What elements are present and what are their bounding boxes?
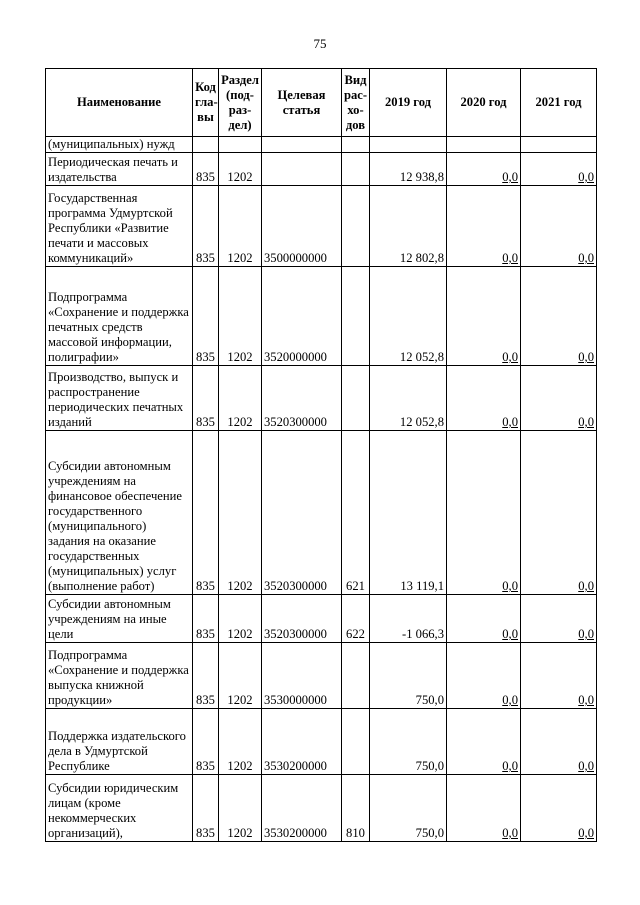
row-section xyxy=(219,137,262,153)
table-row xyxy=(46,267,597,366)
row-2021 xyxy=(521,137,597,153)
row-target: 3530200000 xyxy=(262,709,342,775)
col-header-section: Раздел (под-раз-дел) xyxy=(219,69,262,137)
row-target: 3520000000 xyxy=(262,267,342,366)
row-target xyxy=(262,137,342,153)
row-kind xyxy=(342,137,370,153)
col-header-name: Наименование xyxy=(46,69,193,137)
row-name: Подпрограмма «Сохранение и поддержка печатных средств массовой информации, полиграфии» xyxy=(46,267,193,366)
row-2019: -1 066,3 xyxy=(370,595,447,643)
row-name: Поддержка издательского дела в Удмуртской Республике xyxy=(46,709,193,775)
row-section: 1202 xyxy=(219,153,262,186)
row-kind xyxy=(342,709,370,775)
row-code: 835 xyxy=(193,186,219,267)
table-header-row xyxy=(46,69,597,137)
row-target: 3520300000 xyxy=(262,431,342,595)
row-name: (муниципальных) нужд xyxy=(46,137,193,153)
col-header-kind: Вид рас-хо-дов xyxy=(342,69,370,137)
row-2019: 12 052,8 xyxy=(370,366,447,431)
row-target: 3530000000 xyxy=(262,643,342,709)
col-header-2019: 2019 год xyxy=(370,69,447,137)
table-row xyxy=(46,775,597,842)
table-row xyxy=(46,643,597,709)
row-target: 3530200000 xyxy=(262,775,342,842)
row-2020: 0,0 xyxy=(447,186,521,267)
row-2021: 0,0 xyxy=(521,153,597,186)
row-2021: 0,0 xyxy=(521,595,597,643)
row-name: Подпрограмма «Сохранение и поддержка выпуска книжной продукции» xyxy=(46,643,193,709)
row-2019: 12 802,8 xyxy=(370,186,447,267)
row-name: Государственная программа Удмуртской Республики «Развитие печати и массовых коммуникаций» xyxy=(46,186,193,267)
row-2019: 12 052,8 xyxy=(370,267,447,366)
row-section: 1202 xyxy=(219,709,262,775)
row-2020: 0,0 xyxy=(447,366,521,431)
row-2019 xyxy=(370,137,447,153)
page-number: 75 xyxy=(313,36,327,51)
row-name: Субсидии автономным учреждениям на иные цели xyxy=(46,595,193,643)
row-target: 3520300000 xyxy=(262,366,342,431)
table-row xyxy=(46,431,597,595)
row-target: 3500000000 xyxy=(262,186,342,267)
col-header-target: Целевая статья xyxy=(262,69,342,137)
row-kind: 622 xyxy=(342,595,370,643)
row-2020: 0,0 xyxy=(447,775,521,842)
row-code: 835 xyxy=(193,709,219,775)
row-section: 1202 xyxy=(219,366,262,431)
row-kind: 810 xyxy=(342,775,370,842)
table-row xyxy=(46,595,597,643)
row-2019: 13 119,1 xyxy=(370,431,447,595)
row-section: 1202 xyxy=(219,643,262,709)
row-2019: 750,0 xyxy=(370,643,447,709)
row-2020: 0,0 xyxy=(447,709,521,775)
row-code: 835 xyxy=(193,267,219,366)
table-row xyxy=(46,366,597,431)
table-row xyxy=(46,137,597,153)
row-code: 835 xyxy=(193,431,219,595)
row-2021: 0,0 xyxy=(521,709,597,775)
row-kind: 621 xyxy=(342,431,370,595)
row-2019: 12 938,8 xyxy=(370,153,447,186)
row-code: 835 xyxy=(193,775,219,842)
col-header-2021: 2021 год xyxy=(521,69,597,137)
row-2020: 0,0 xyxy=(447,431,521,595)
row-section: 1202 xyxy=(219,267,262,366)
row-2021: 0,0 xyxy=(521,366,597,431)
row-kind xyxy=(342,186,370,267)
row-2021: 0,0 xyxy=(521,643,597,709)
table-row xyxy=(46,153,597,186)
col-header-2020: 2020 год xyxy=(447,69,521,137)
col-header-code: Код гла-вы xyxy=(193,69,219,137)
row-name: Субсидии юридическим лицам (кроме некоммерческих организаций), xyxy=(46,775,193,842)
row-2020: 0,0 xyxy=(447,153,521,186)
row-code: 835 xyxy=(193,643,219,709)
row-name: Периодическая печать и издательства xyxy=(46,153,193,186)
row-2020: 0,0 xyxy=(447,267,521,366)
row-name: Производство, выпуск и распространение периодических печатных изданий xyxy=(46,366,193,431)
row-target xyxy=(262,153,342,186)
row-2020 xyxy=(447,137,521,153)
row-section: 1202 xyxy=(219,595,262,643)
row-2021: 0,0 xyxy=(521,186,597,267)
row-code: 835 xyxy=(193,153,219,186)
table-row xyxy=(46,709,597,775)
row-2021: 0,0 xyxy=(521,775,597,842)
row-code: 835 xyxy=(193,595,219,643)
row-kind xyxy=(342,366,370,431)
row-section: 1202 xyxy=(219,431,262,595)
row-kind xyxy=(342,267,370,366)
row-2021: 0,0 xyxy=(521,431,597,595)
row-section: 1202 xyxy=(219,186,262,267)
row-2020: 0,0 xyxy=(447,595,521,643)
row-2019: 750,0 xyxy=(370,709,447,775)
row-section: 1202 xyxy=(219,775,262,842)
row-target: 3520300000 xyxy=(262,595,342,643)
row-name: Субсидии автономным учреждениям на финансовое обеспечение государственного (муниципального) задания на оказание государственных (муниципальных) услуг (выполнение работ) xyxy=(46,431,193,595)
row-code xyxy=(193,137,219,153)
budget-table xyxy=(45,68,597,842)
table-row xyxy=(46,186,597,267)
row-2021: 0,0 xyxy=(521,267,597,366)
row-kind xyxy=(342,643,370,709)
row-2019: 750,0 xyxy=(370,775,447,842)
row-code: 835 xyxy=(193,366,219,431)
row-2020: 0,0 xyxy=(447,643,521,709)
row-kind xyxy=(342,153,370,186)
